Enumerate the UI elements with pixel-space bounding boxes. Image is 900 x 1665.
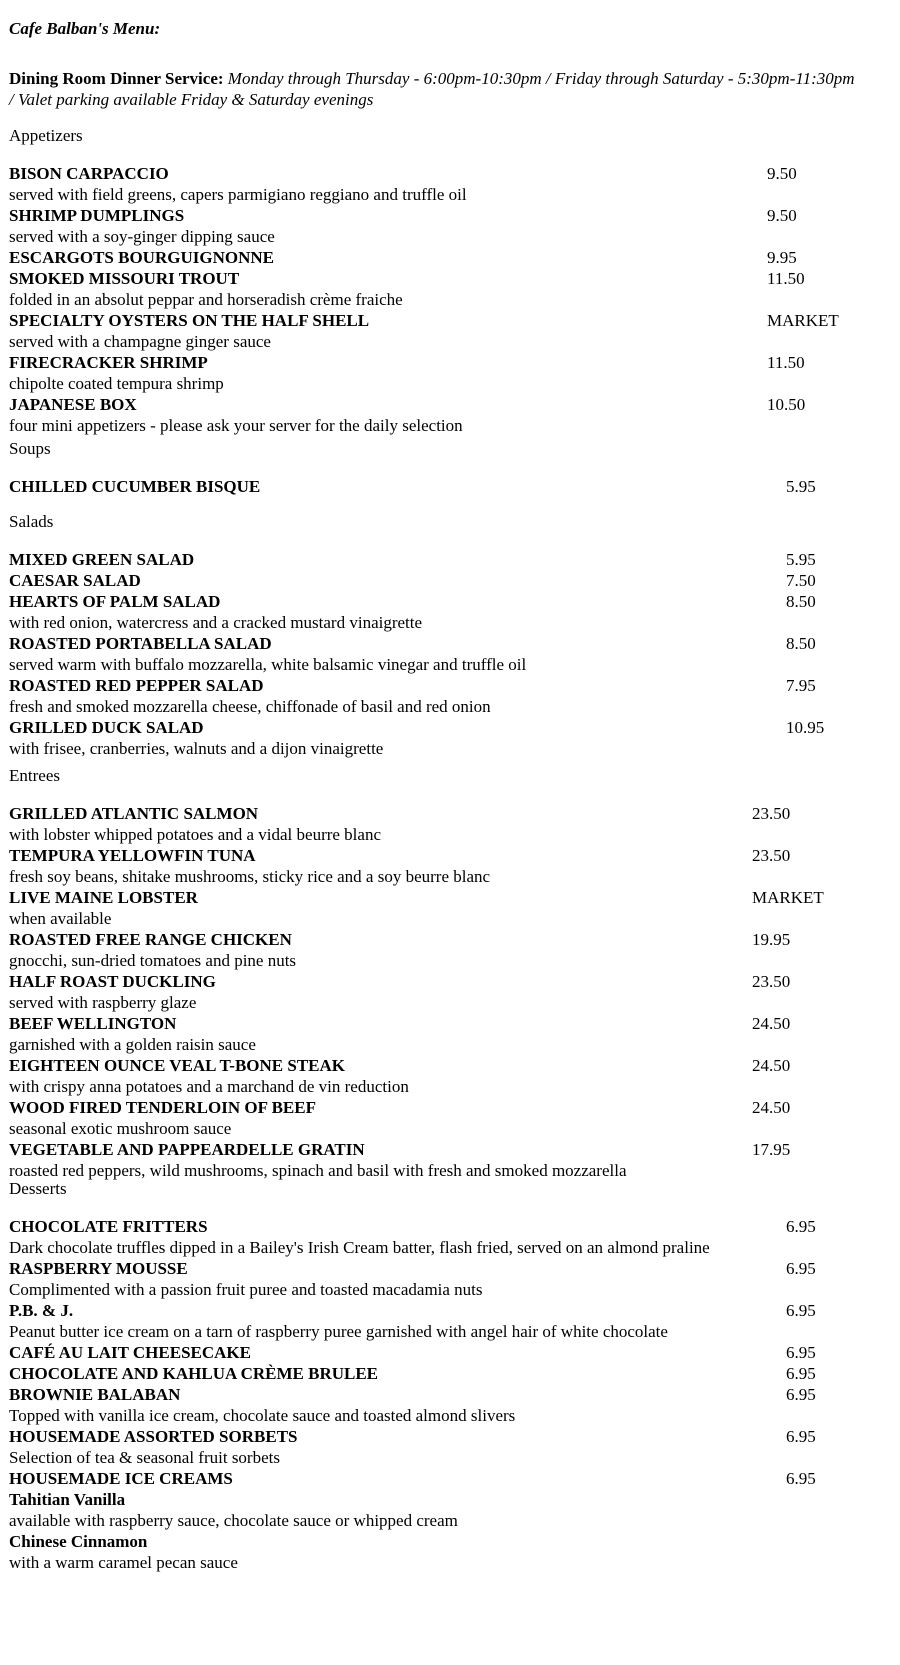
- item-price: 11.50: [767, 269, 805, 288]
- item-name: ROASTED PORTABELLA SALAD: [9, 634, 272, 653]
- service-info: [9, 68, 894, 110]
- item-price: 6.95: [786, 1385, 816, 1404]
- section-soups: [9, 438, 889, 497]
- item-description: served with raspberry glaze: [9, 993, 197, 1012]
- menu-item: [9, 352, 889, 394]
- section-title: Desserts: [9, 1179, 67, 1198]
- item-price: 17.95: [752, 1140, 791, 1159]
- item-description: served with a champagne ginger sauce: [9, 332, 271, 351]
- item-price: 23.50: [752, 804, 791, 823]
- item-description: with crispy anna potatoes and a marchand de vin reduction: [9, 1077, 409, 1096]
- menu-item: [9, 887, 889, 929]
- item-description: seasonal exotic mushroom sauce: [9, 1119, 232, 1138]
- menu-item: [9, 717, 889, 759]
- item-name: BROWNIE BALABAN: [9, 1385, 181, 1404]
- item-price: 6.95: [786, 1364, 816, 1383]
- item-price: 23.50: [752, 972, 791, 991]
- item-price: 24.50: [752, 1098, 791, 1117]
- item-price: MARKET: [767, 311, 839, 330]
- item-name: FIRECRACKER SHRIMP: [9, 353, 208, 372]
- section-title: Soups: [9, 439, 51, 458]
- menu-item: [9, 1013, 889, 1055]
- menu-title: Cafe Balban's Menu:: [9, 19, 161, 38]
- item-name: BEEF WELLINGTON: [9, 1014, 177, 1033]
- item-name: CHILLED CUCUMBER BISQUE: [9, 477, 261, 496]
- item-name: CAFÉ AU LAIT CHEESECAKE: [9, 1343, 251, 1362]
- menu-item: [9, 268, 889, 310]
- item-name: ROASTED FREE RANGE CHICKEN: [9, 930, 292, 949]
- item-name: CHOCOLATE FRITTERS: [9, 1217, 208, 1236]
- item-price: 6.95: [786, 1469, 816, 1488]
- item-name: ESCARGOTS BOURGUIGNONNE: [9, 248, 274, 267]
- menu-item: [9, 549, 889, 570]
- item-description: garnished with a golden raisin sauce: [9, 1035, 256, 1054]
- item-price: 5.95: [786, 477, 816, 496]
- item-price: 7.50: [786, 571, 816, 590]
- menu-item: [9, 163, 889, 205]
- item-list: [9, 1216, 889, 1573]
- item-price: 6.95: [786, 1427, 816, 1446]
- item-list: [9, 549, 889, 759]
- item-name: CAESAR SALAD: [9, 571, 141, 590]
- menu-item: [9, 1468, 889, 1573]
- menu-item: [9, 803, 889, 845]
- item-price: 8.50: [786, 634, 816, 653]
- item-list: [9, 476, 889, 497]
- section-title: Salads: [9, 512, 54, 531]
- item-name: LIVE MAINE LOBSTER: [9, 888, 198, 907]
- item-name: WOOD FIRED TENDERLOIN OF BEEF: [9, 1098, 316, 1117]
- menu-item: [9, 570, 889, 591]
- menu-item: [9, 1426, 889, 1468]
- item-description: served warm with buffalo mozzarella, white balsamic vinegar and truffle oil: [9, 655, 527, 674]
- item-name: MIXED GREEN SALAD: [9, 550, 195, 569]
- section-salads: [9, 511, 889, 759]
- item-price: 11.50: [767, 353, 805, 372]
- menu-item: [9, 310, 889, 352]
- menu-item: [9, 1384, 889, 1426]
- section-appetizers: [9, 125, 889, 436]
- menu-item: [9, 1342, 889, 1363]
- item-price: MARKET: [752, 888, 824, 907]
- item-name: P.B. & J.: [9, 1301, 74, 1320]
- item-name: VEGETABLE AND PAPPEARDELLE GRATIN: [9, 1140, 365, 1159]
- section-title: Appetizers: [9, 126, 83, 145]
- service-hours: Monday through Thursday - 6:00pm-10:30pm / Friday through Saturday - 5:30pm-11:30pm: [223, 69, 855, 88]
- item-description: served with field greens, capers parmigiano reggiano and truffle oil: [9, 185, 467, 204]
- menu-item: [9, 247, 889, 268]
- item-price: 9.95: [767, 248, 797, 267]
- section-entrees: [9, 765, 889, 1181]
- sub-item-name: Tahitian Vanilla: [9, 1490, 126, 1509]
- item-description: when available: [9, 909, 112, 928]
- item-name: HOUSEMADE ASSORTED SORBETS: [9, 1427, 298, 1446]
- item-name: RASPBERRY MOUSSE: [9, 1259, 188, 1278]
- item-name: JAPANESE BOX: [9, 395, 137, 414]
- item-price: 10.50: [767, 395, 806, 414]
- menu-item: [9, 1055, 889, 1097]
- menu-item: [9, 1363, 889, 1384]
- item-description: four mini appetizers - please ask your server for the daily selection: [9, 416, 463, 435]
- item-description: with lobster whipped potatoes and a vidal beurre blanc: [9, 825, 381, 844]
- item-name: CHOCOLATE AND KAHLUA CRÈME BRULEE: [9, 1364, 379, 1383]
- menu-item: [9, 675, 889, 717]
- item-name: GRILLED ATLANTIC SALMON: [9, 804, 259, 823]
- item-description: Complimented with a passion fruit puree and toasted macadamia nuts: [9, 1280, 483, 1299]
- item-description: roasted red peppers, wild mushrooms, spinach and basil with fresh and smoked mozzarella: [9, 1161, 627, 1180]
- item-price: 10.95: [786, 718, 825, 737]
- service-valet: / Valet parking available Friday & Saturday evenings: [9, 90, 374, 109]
- item-price: 8.50: [786, 592, 816, 611]
- sub-item-name: Chinese Cinnamon: [9, 1532, 148, 1551]
- item-name: SPECIALTY OYSTERS ON THE HALF SHELL: [9, 311, 370, 330]
- menu-item: [9, 1139, 889, 1181]
- item-price: 7.95: [786, 676, 816, 695]
- item-description: Peanut butter ice cream on a tarn of raspberry puree garnished with angel hair of white chocolate: [9, 1322, 668, 1341]
- item-price: 24.50: [752, 1014, 791, 1033]
- item-price: 23.50: [752, 846, 791, 865]
- item-description: Dark chocolate truffles dipped in a Bailey's Irish Cream batter, flash fried, served on an almond praline: [9, 1238, 710, 1257]
- item-name: ROASTED RED PEPPER SALAD: [9, 676, 264, 695]
- item-price: 5.95: [786, 550, 816, 569]
- item-name: SMOKED MISSOURI TROUT: [9, 269, 240, 288]
- item-list: [9, 163, 889, 436]
- item-description: with frisee, cranberries, walnuts and a dijon vinaigrette: [9, 739, 384, 758]
- item-name: SHRIMP DUMPLINGS: [9, 206, 185, 225]
- item-price: 6.95: [786, 1217, 816, 1236]
- menu-item: [9, 971, 889, 1013]
- item-name: EIGHTEEN OUNCE VEAL T-BONE STEAK: [9, 1056, 346, 1075]
- item-description: Topped with vanilla ice cream, chocolate sauce and toasted almond slivers: [9, 1406, 516, 1425]
- item-price: 6.95: [786, 1343, 816, 1362]
- item-description: gnocchi, sun-dried tomatoes and pine nuts: [9, 951, 297, 970]
- menu-item: [9, 591, 889, 633]
- menu-item: [9, 633, 889, 675]
- item-price: 9.50: [767, 206, 797, 225]
- item-price: 24.50: [752, 1056, 791, 1075]
- menu-item: [9, 476, 889, 497]
- menu-item: [9, 1258, 889, 1300]
- sub-item-description: with a warm caramel pecan sauce: [9, 1553, 238, 1572]
- section-desserts: [9, 1178, 889, 1573]
- menu-item: [9, 1216, 889, 1258]
- sub-item-description: available with raspberry sauce, chocolate sauce or whipped cream: [9, 1511, 458, 1530]
- menu-item: [9, 929, 889, 971]
- menu-item: [9, 845, 889, 887]
- item-name: HEARTS OF PALM SALAD: [9, 592, 221, 611]
- item-price: 9.50: [767, 164, 797, 183]
- item-name: HOUSEMADE ICE CREAMS: [9, 1469, 233, 1488]
- item-description: served with a soy-ginger dipping sauce: [9, 227, 275, 246]
- item-name: GRILLED DUCK SALAD: [9, 718, 204, 737]
- item-description: Selection of tea & seasonal fruit sorbets: [9, 1448, 280, 1467]
- item-list: [9, 803, 889, 1181]
- item-description: with red onion, watercress and a cracked mustard vinaigrette: [9, 613, 423, 632]
- menu-item: [9, 205, 889, 247]
- item-name: TEMPURA YELLOWFIN TUNA: [9, 846, 256, 865]
- item-price: 19.95: [752, 930, 791, 949]
- menu-item: [9, 1097, 889, 1139]
- item-description: folded in an absolut peppar and horseradish crème fraiche: [9, 290, 403, 309]
- section-title: Entrees: [9, 766, 60, 785]
- menu-item: [9, 1300, 889, 1342]
- item-name: HALF ROAST DUCKLING: [9, 972, 216, 991]
- service-label: Dining Room Dinner Service:: [9, 69, 224, 88]
- item-price: 6.95: [786, 1259, 816, 1278]
- item-description: chipolte coated tempura shrimp: [9, 374, 224, 393]
- item-description: fresh soy beans, shitake mushrooms, sticky rice and a soy beurre blanc: [9, 867, 491, 886]
- menu-item: [9, 394, 889, 436]
- item-name: BISON CARPACCIO: [9, 164, 169, 183]
- item-description: fresh and smoked mozzarella cheese, chiffonade of basil and red onion: [9, 697, 491, 716]
- item-price: 6.95: [786, 1301, 816, 1320]
